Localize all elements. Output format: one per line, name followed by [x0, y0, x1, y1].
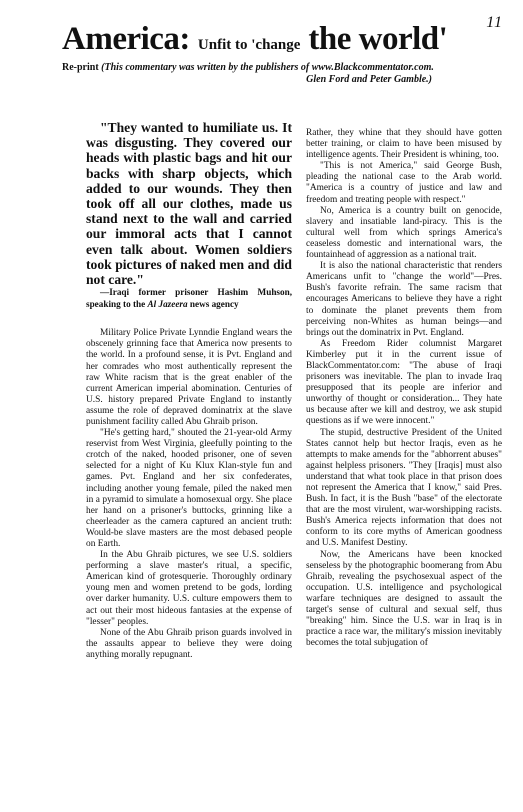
article-paragraph: Rather, they whine that they should have gotten better training, or claim to have been misused by intelligence agents. Their President is whining, too. [306, 128, 502, 161]
reprint-source: (This commentary was written by the publishers of www.Blackcommentator.com. [101, 62, 434, 73]
attribution-text: —Iraqi former prisoner Hashim Muhson, speaking to the [86, 287, 292, 309]
spacer [86, 310, 292, 328]
article-paragraph: The stupid, destructive President of the United States cannot help but hector Iraqis, even as he attempts to make amends for the "abhorrent abuses" against helpless prisoners. "They [Iraqis] must also understand that what took place in that prison does not represent the America that I know," said Pres. Bush. In fact, it is the Bush "base" of the electorate that are the most virulent, war-worshipping racists. Bush's America rejects information that does not conform to its core myths of American goodness and U.S. Manifest Destiny. [306, 427, 502, 549]
reprint-note [62, 62, 502, 86]
headline-part-2: Unfit to 'change [197, 37, 301, 53]
article-paragraph: Military Police Private Lynndie England wears the obscenely grinning face that America now presents to the world. In a profound sense, it is Pvt. England and her comrades who most authentically represent the raw White racism that is the great enabler of the current American imperial abomination. Centuries of U.S. history prepared Private England to instantly assume the role of depraved dominatrix at the slave punishment facility called Abu Ghraib prison. [86, 328, 292, 427]
pull-quote-attribution [86, 287, 292, 310]
page-number: 11 [486, 14, 503, 31]
attribution-source: Al Jazeera [147, 298, 188, 309]
headline [62, 22, 502, 56]
headline-part-3: the world' [308, 21, 448, 57]
article-paragraph: No, America is a country built on genocide, slavery and insatiable land-piracy. This is the cultural well from which springs America's ceaseless domestic and international wars, the fountainhead of aggression as a national trait. [306, 205, 502, 261]
article-paragraph: Now, the Americans have been knocked senseless by the photographic boomerang from Abu Ghraib, revealing the psychosexual aspect of the occupation. U.S. intelligence and psychological warfare techniques are designed to assault the target's sense of cultural and sexual self, thus "breaking" him. Since the U.S. war in Iraq is in practice a race war, the military's mission inevitably becomes the total subjugation of [306, 549, 502, 649]
pull-quote: "They wanted to humiliate us. It was disgusting. They covered our heads with plastic bags and hit our backs with sharp objects, which added to our wounds. They then took off all our clothes, made us stand next to the wall and carried our immoral acts that I cannot even talk about. Women soldiers took pictures of naked men and did not care." [86, 120, 292, 288]
article-paragraph: None of the Abu Ghraib prison guards involved in the assaults appear to believe they were doing anything morally repugnant. [86, 627, 292, 660]
article-paragraph: It is also the national characteristic that renders Americans unfit to "change the world"—Pres. Bush's favorite refrain. The same racism that encourages Americans to believe they have a right to dominate the planet prevents them from perceiving non-Whites as human beings—and brings out the dominatrix in Pvt. England. [306, 261, 502, 338]
headline-part-1: America: [62, 21, 190, 57]
article-paragraph: "He's getting hard," shouted the 21-year-old Army reservist from West Virginia, gleefully pointing to the crotch of the naked, hooded prisoner, one of seven selected for a night of Ku Klux Klan-style fun and games. Pvt. England and her six confederates, including another young female, piled the naked men in a pyramid to simulate a homosexual orgy. She place her hand on a prisoner's buttocks, grinning like a cheerleader as the camera captured an ancient truth: Would-be slave masters are the most debased people on Earth. [86, 428, 292, 550]
reprint-label: Re-print [62, 62, 99, 73]
reprint-authors: Glen Ford and Peter Gamble.) [306, 74, 432, 85]
attribution-end: news agency [189, 298, 239, 309]
right-column [306, 128, 502, 649]
article-paragraph: "This is not America," said George Bush, pleading the national case to the Arab world. "America is a country of justice and law and freedom and treating people with respect." [306, 161, 502, 205]
left-column [86, 120, 292, 661]
article-paragraph: In the Abu Ghraib pictures, we see U.S. soldiers performing a slave master's ritual, a specific, American kind of grotesquerie. Thoroughly ordinary young men and women pretend to be gods, lording over darker humanity. U.S. culture empowers them to act out their most hideous fantasies at the expense of "lesser" peoples. [86, 550, 292, 627]
article-paragraph: As Freedom Rider columnist Margaret Kimberley put it in the current issue of BlackCommentator.com: "The abuse of Iraqi prisoners was inevitable. The plan to invade Iraq presupposed that its people are inferior and unworthy of thought or consideration... They hate us because after we kill and destroy, we ask stupid questions as if we were innocent." [306, 338, 502, 427]
